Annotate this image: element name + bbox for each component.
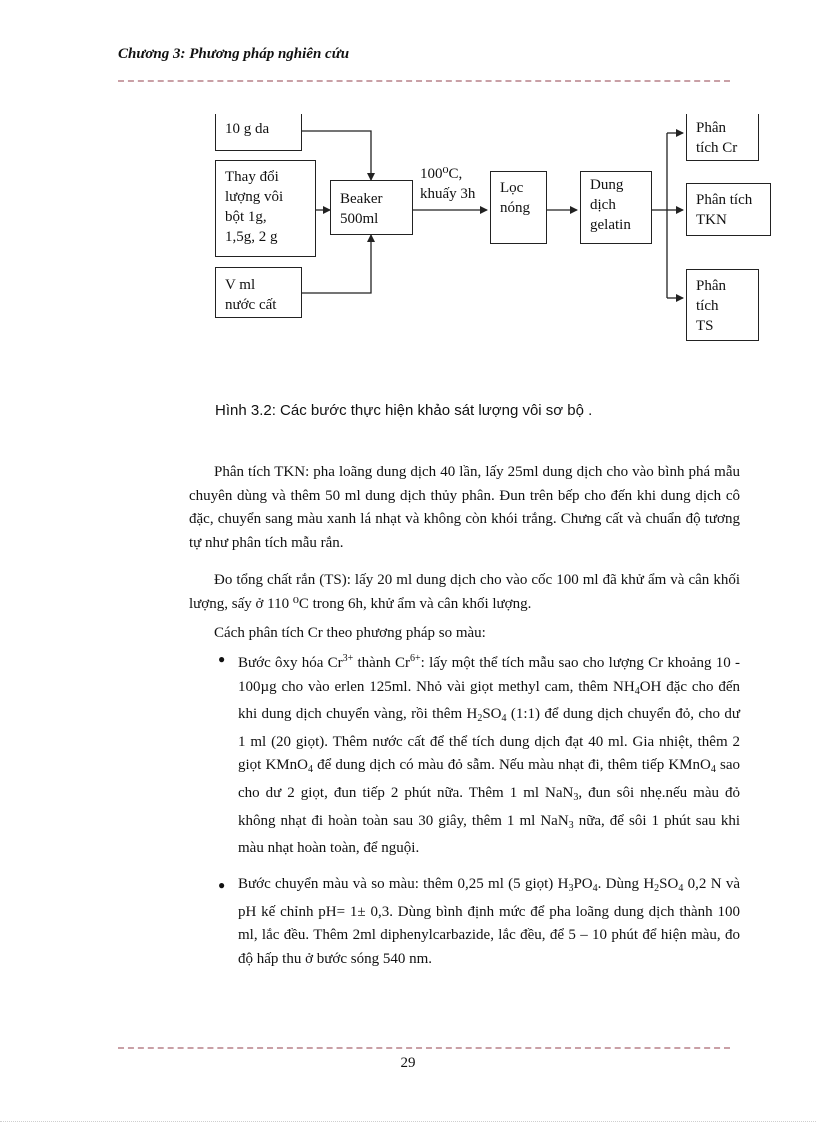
page-number: 29	[400, 1055, 416, 1071]
cr-line-1: Phân	[696, 120, 726, 136]
ts-paragraph: Đo tổng chất rắn (TS): lấy 20 ml dung dịch cho vào cốc 100 ml đã khử ẩm và cân khối lượng, sấy ở 110 ⁰C trong 6h, khử ẩm và cân khối lượng.	[189, 572, 740, 612]
beaker-line-1: Beaker	[340, 191, 383, 207]
gelatin-box	[580, 171, 652, 244]
tkn-paragraph: Phân tích TKN: pha loãng dung dịch 40 lần, lấy 25ml dung dịch cho vào bình phá mẫu chuyên dùng và thêm 50 ml dung dịch thủy phân. Đun trên bếp cho đến khi dung dịch cô đặc, chuyển sang màu xanh lá nhạt và không còn khói trắng. Chưng cất và chuẩn độ tương tự như phân tích mẫu rắn.	[189, 464, 740, 551]
bullet-oxidation: Bước ôxy hóa $Cr^{3+}$ thành $Cr^{6+}$: lấy một thể tích mẫu sao cho lượng Cr khoảng 10 - 100µg cho vào erlen 125ml. Nhỏ vài giọt methyl cam, thêm $NH_4OH$ đặc cho đến khi dung dịch chuyển vàng, rồi thêm $H_2SO_4$ (1:1) để dung dịch chuyển đỏ, cho dư 1 ml (20 giọt). Thêm nước cất để thể tích dung dịch đạt 40 ml. Gia nhiệt, thêm 2 giọt KMnO$_4$ để dung dịch có màu đỏ sẫm. Nếu màu nhạt đi, thêm tiếp KMnO$_4$ sao cho dư 2 giọt, đun tiếp 2 phút nữa. Thêm 1 ml NaN$_3$, đun sôi nhẹ.nếu màu đỏ không nhạt đi hoàn toàn sau 30 giây, thêm 1 ml NaN$_3$ nữa, để sôi 1 phút sau khi màu nhạt hoàn toàn, để nguội.	[238, 653, 740, 857]
condition-label	[420, 164, 475, 204]
page-bottom-rule	[0, 1121, 816, 1122]
beaker-box	[330, 180, 413, 235]
bullet-icon: ●	[218, 652, 226, 666]
cr-line-2: tích Cr	[696, 140, 738, 156]
filter-line-1: Lọc	[500, 180, 524, 196]
lime-line-3: bột 1g,	[225, 209, 267, 225]
cr-intro: Cách phân tích Cr theo phương pháp so màu:	[214, 625, 486, 641]
figure-caption: Hình 3.2: Các bước thực hiện khảo sát lượng vôi sơ bộ .	[215, 402, 593, 419]
sample-label: 10 g da	[225, 121, 270, 137]
water-line-1: V ml	[225, 277, 256, 293]
tkn-box	[686, 183, 771, 236]
sample-box	[215, 114, 302, 151]
chapter-title: Chương 3: Phương pháp nghiên cứu	[118, 46, 350, 62]
condition-line-2: khuấy 3h	[420, 186, 476, 202]
tkn-line-1: Phân tích	[696, 192, 753, 208]
lime-line-4: 1,5g, 2 g	[225, 229, 278, 245]
ts-line-1: Phân	[696, 278, 726, 294]
water-line-2: nước cất	[225, 297, 277, 313]
gelatin-line-2: dịch	[590, 197, 616, 213]
filter-box	[490, 171, 547, 244]
lime-line-1: Thay đổi	[225, 169, 279, 185]
bullet-color: Bước chuyển màu và so màu: thêm 0,25 ml (5 giọt) $H_3PO_4$. Dùng $H_2SO_4$ 0,2 N và pH kế chỉnh pH= 1± 0,3. Dùng bình định mức để pha loãng dung dịch thành 100 ml, lắc đều. Thêm 2ml diphenylcarbazide, lắc đều, để 5 – 10 phút để hiện màu, đo độ hấp thu ở bước sóng 540 nm.	[238, 876, 740, 967]
ts-line-2: tích	[696, 298, 719, 314]
water-box	[215, 267, 302, 318]
ts-line-3: TS	[696, 318, 714, 334]
cr-box	[686, 114, 759, 161]
beaker-line-2: 500ml	[340, 211, 379, 227]
footer-divider	[118, 1047, 730, 1049]
gelatin-line-3: gelatin	[590, 217, 631, 233]
bullet-icon: ●	[218, 878, 226, 892]
filter-line-2: nóng	[500, 200, 530, 216]
gelatin-line-1: Dung	[590, 177, 624, 193]
tkn-line-2: TKN	[696, 212, 727, 228]
ts-box	[686, 269, 759, 341]
lime-box	[215, 160, 316, 257]
lime-line-2: lượng vôi	[225, 189, 284, 205]
condition-line-1: 100⁰C,	[420, 166, 463, 182]
